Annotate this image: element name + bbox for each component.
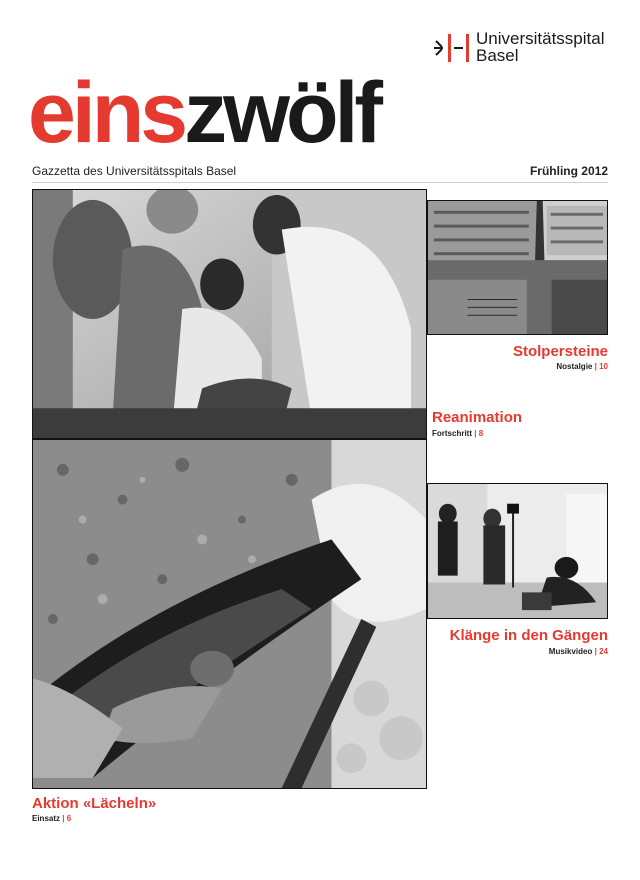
header-divider <box>32 182 608 183</box>
child-hammock-photo <box>32 439 427 789</box>
masthead-red-part: eins <box>28 65 185 161</box>
article-title-klaenge[interactable]: Klänge in den Gängen <box>449 627 608 644</box>
resuscitation-training-photo <box>32 189 427 439</box>
publication-subtitle: Gazzetta des Universitätsspitals Basel <box>32 164 237 178</box>
separator: | <box>62 814 65 823</box>
building-garden-photo <box>427 200 608 335</box>
article-title-reanimation[interactable]: Reanimation <box>432 409 523 426</box>
article-meta-reanimation <box>432 429 483 438</box>
page-number: 24 <box>599 647 608 656</box>
article-category: Fortschritt <box>432 429 472 438</box>
logo-mark-icon <box>432 32 472 64</box>
separator: | <box>474 429 477 438</box>
article-meta-klaenge <box>549 647 608 656</box>
article-meta-stolpersteine <box>556 362 608 371</box>
hospital-logo <box>432 30 632 70</box>
logo-line-2: Basel <box>476 46 519 65</box>
separator: | <box>594 362 597 371</box>
masthead-black-part: zwölf <box>184 65 380 161</box>
article-title-aktion-laecheln[interactable]: Aktion «Lächeln» <box>32 795 157 812</box>
page-number: 10 <box>599 362 608 371</box>
page-number: 8 <box>478 429 484 438</box>
masthead-title <box>28 65 380 161</box>
video-shoot-photo <box>427 483 608 619</box>
article-meta-aktion-laecheln <box>32 814 71 823</box>
article-category: Nostalgie <box>556 362 593 371</box>
article-category: Einsatz <box>32 814 61 823</box>
page-number: 6 <box>66 814 72 823</box>
logo-line-1: Universitätsspital <box>476 29 605 48</box>
article-title-stolpersteine[interactable]: Stolpersteine <box>512 343 608 360</box>
separator: | <box>594 647 597 656</box>
article-category: Musikvideo <box>548 647 593 656</box>
issue-season: Frühling 2012 <box>529 164 608 178</box>
